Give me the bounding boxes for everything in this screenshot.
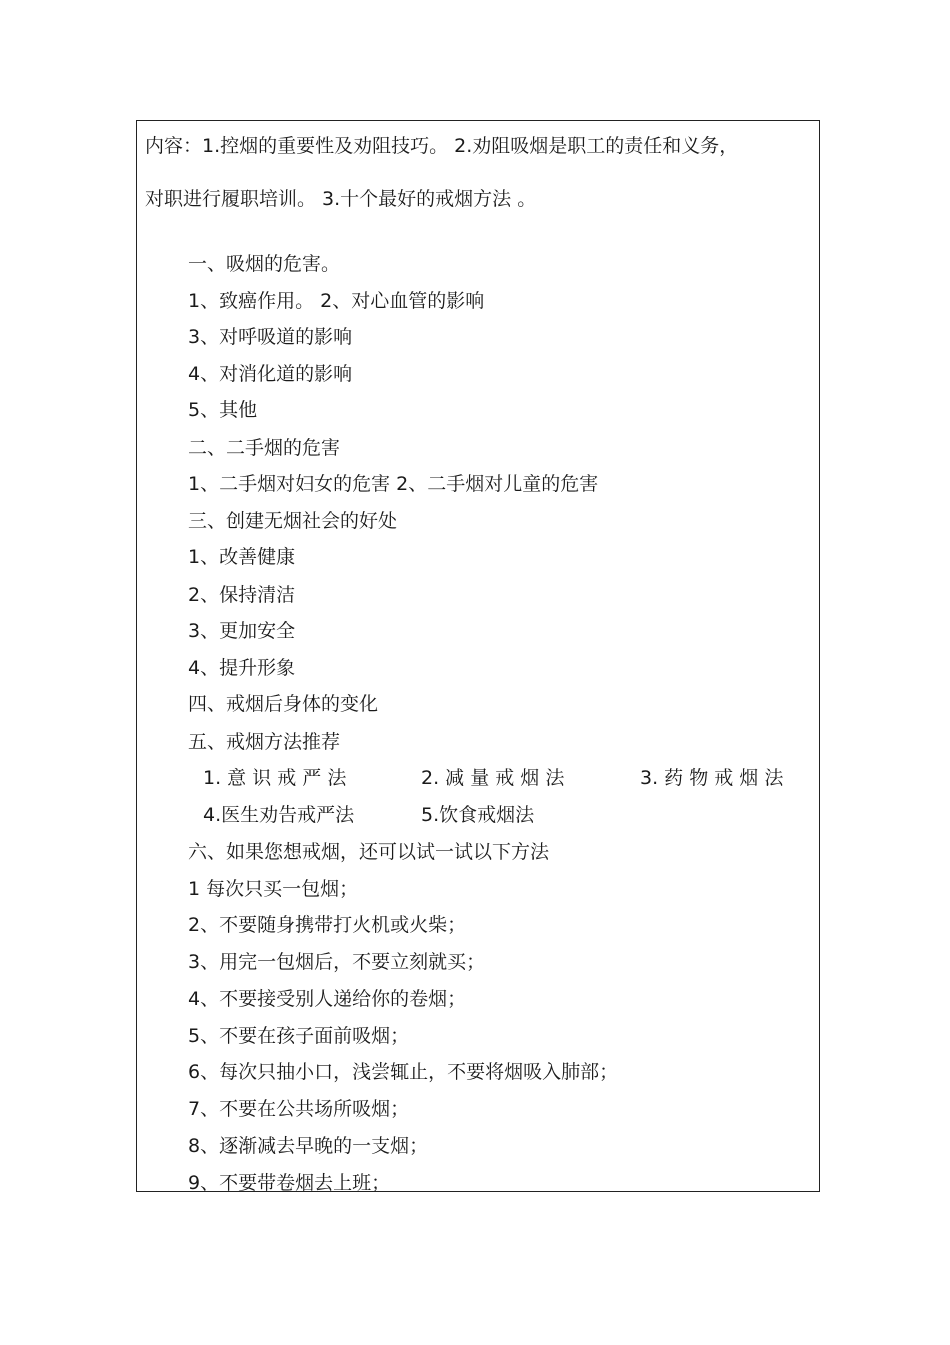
list-item: 1 每次只买一包烟； [188,878,359,900]
list-item: 2、不要随身携带打火机或火柴； [188,914,467,936]
list-item: 3、更加安全 [188,620,296,642]
method-item: 4.医生劝告戒严法 [203,804,355,826]
intro-line-1: 内容：1.控烟的重要性及劝阻技巧。 2.劝阻吸烟是职工的责任和义务， [145,135,739,157]
list-item: 5、不要在孩子面前吸烟； [188,1025,410,1047]
section-heading: 二、二手烟的危害 [188,437,341,459]
list-item: 9、不要带卷烟去上班； [188,1172,391,1192]
list-item: 1、二手烟对妇女的危害 2、二手烟对儿童的危害 [188,473,599,495]
list-item: 1、致癌作用。 2、对心血管的影响 [188,290,485,312]
list-item: 7、不要在公共场所吸烟； [188,1098,410,1120]
section-heading: 一、吸烟的危害。 [188,253,341,275]
section-heading: 六、如果您想戒烟，还可以试一试以下方法 [188,841,550,863]
list-item: 3、对呼吸道的影响 [188,326,353,348]
list-item: 2、保持清洁 [188,584,296,606]
method-item: 1. 意 识 戒 严 法 [203,767,347,789]
section-heading: 五、戒烟方法推荐 [188,731,341,753]
section-heading: 四、戒烟后身体的变化 [188,693,379,715]
intro-line-2: 对职进行履职培训。 3.十个最好的戒烟方法 。 [145,188,537,210]
list-item: 4、不要接受别人递给你的卷烟； [188,988,467,1010]
method-item: 2. 减 量 戒 烟 法 [421,767,565,789]
list-item: 1、改善健康 [188,546,296,568]
section-heading: 三、创建无烟社会的好处 [188,510,398,532]
method-item: 5.饮食戒烟法 [421,804,535,826]
list-item: 6、每次只抽小口，浅尝辄止，不要将烟吸入肺部； [188,1061,619,1083]
list-item: 4、对消化道的影响 [188,363,353,385]
method-item: 3. 药 物 戒 烟 法 [640,767,784,789]
list-item: 5、其他 [188,399,258,421]
list-item: 4、提升形象 [188,657,296,679]
content-table-cell [136,120,820,1192]
list-item: 3、用完一包烟后，不要立刻就买； [188,951,486,973]
list-item: 8、逐渐减去早晚的一支烟； [188,1135,429,1157]
